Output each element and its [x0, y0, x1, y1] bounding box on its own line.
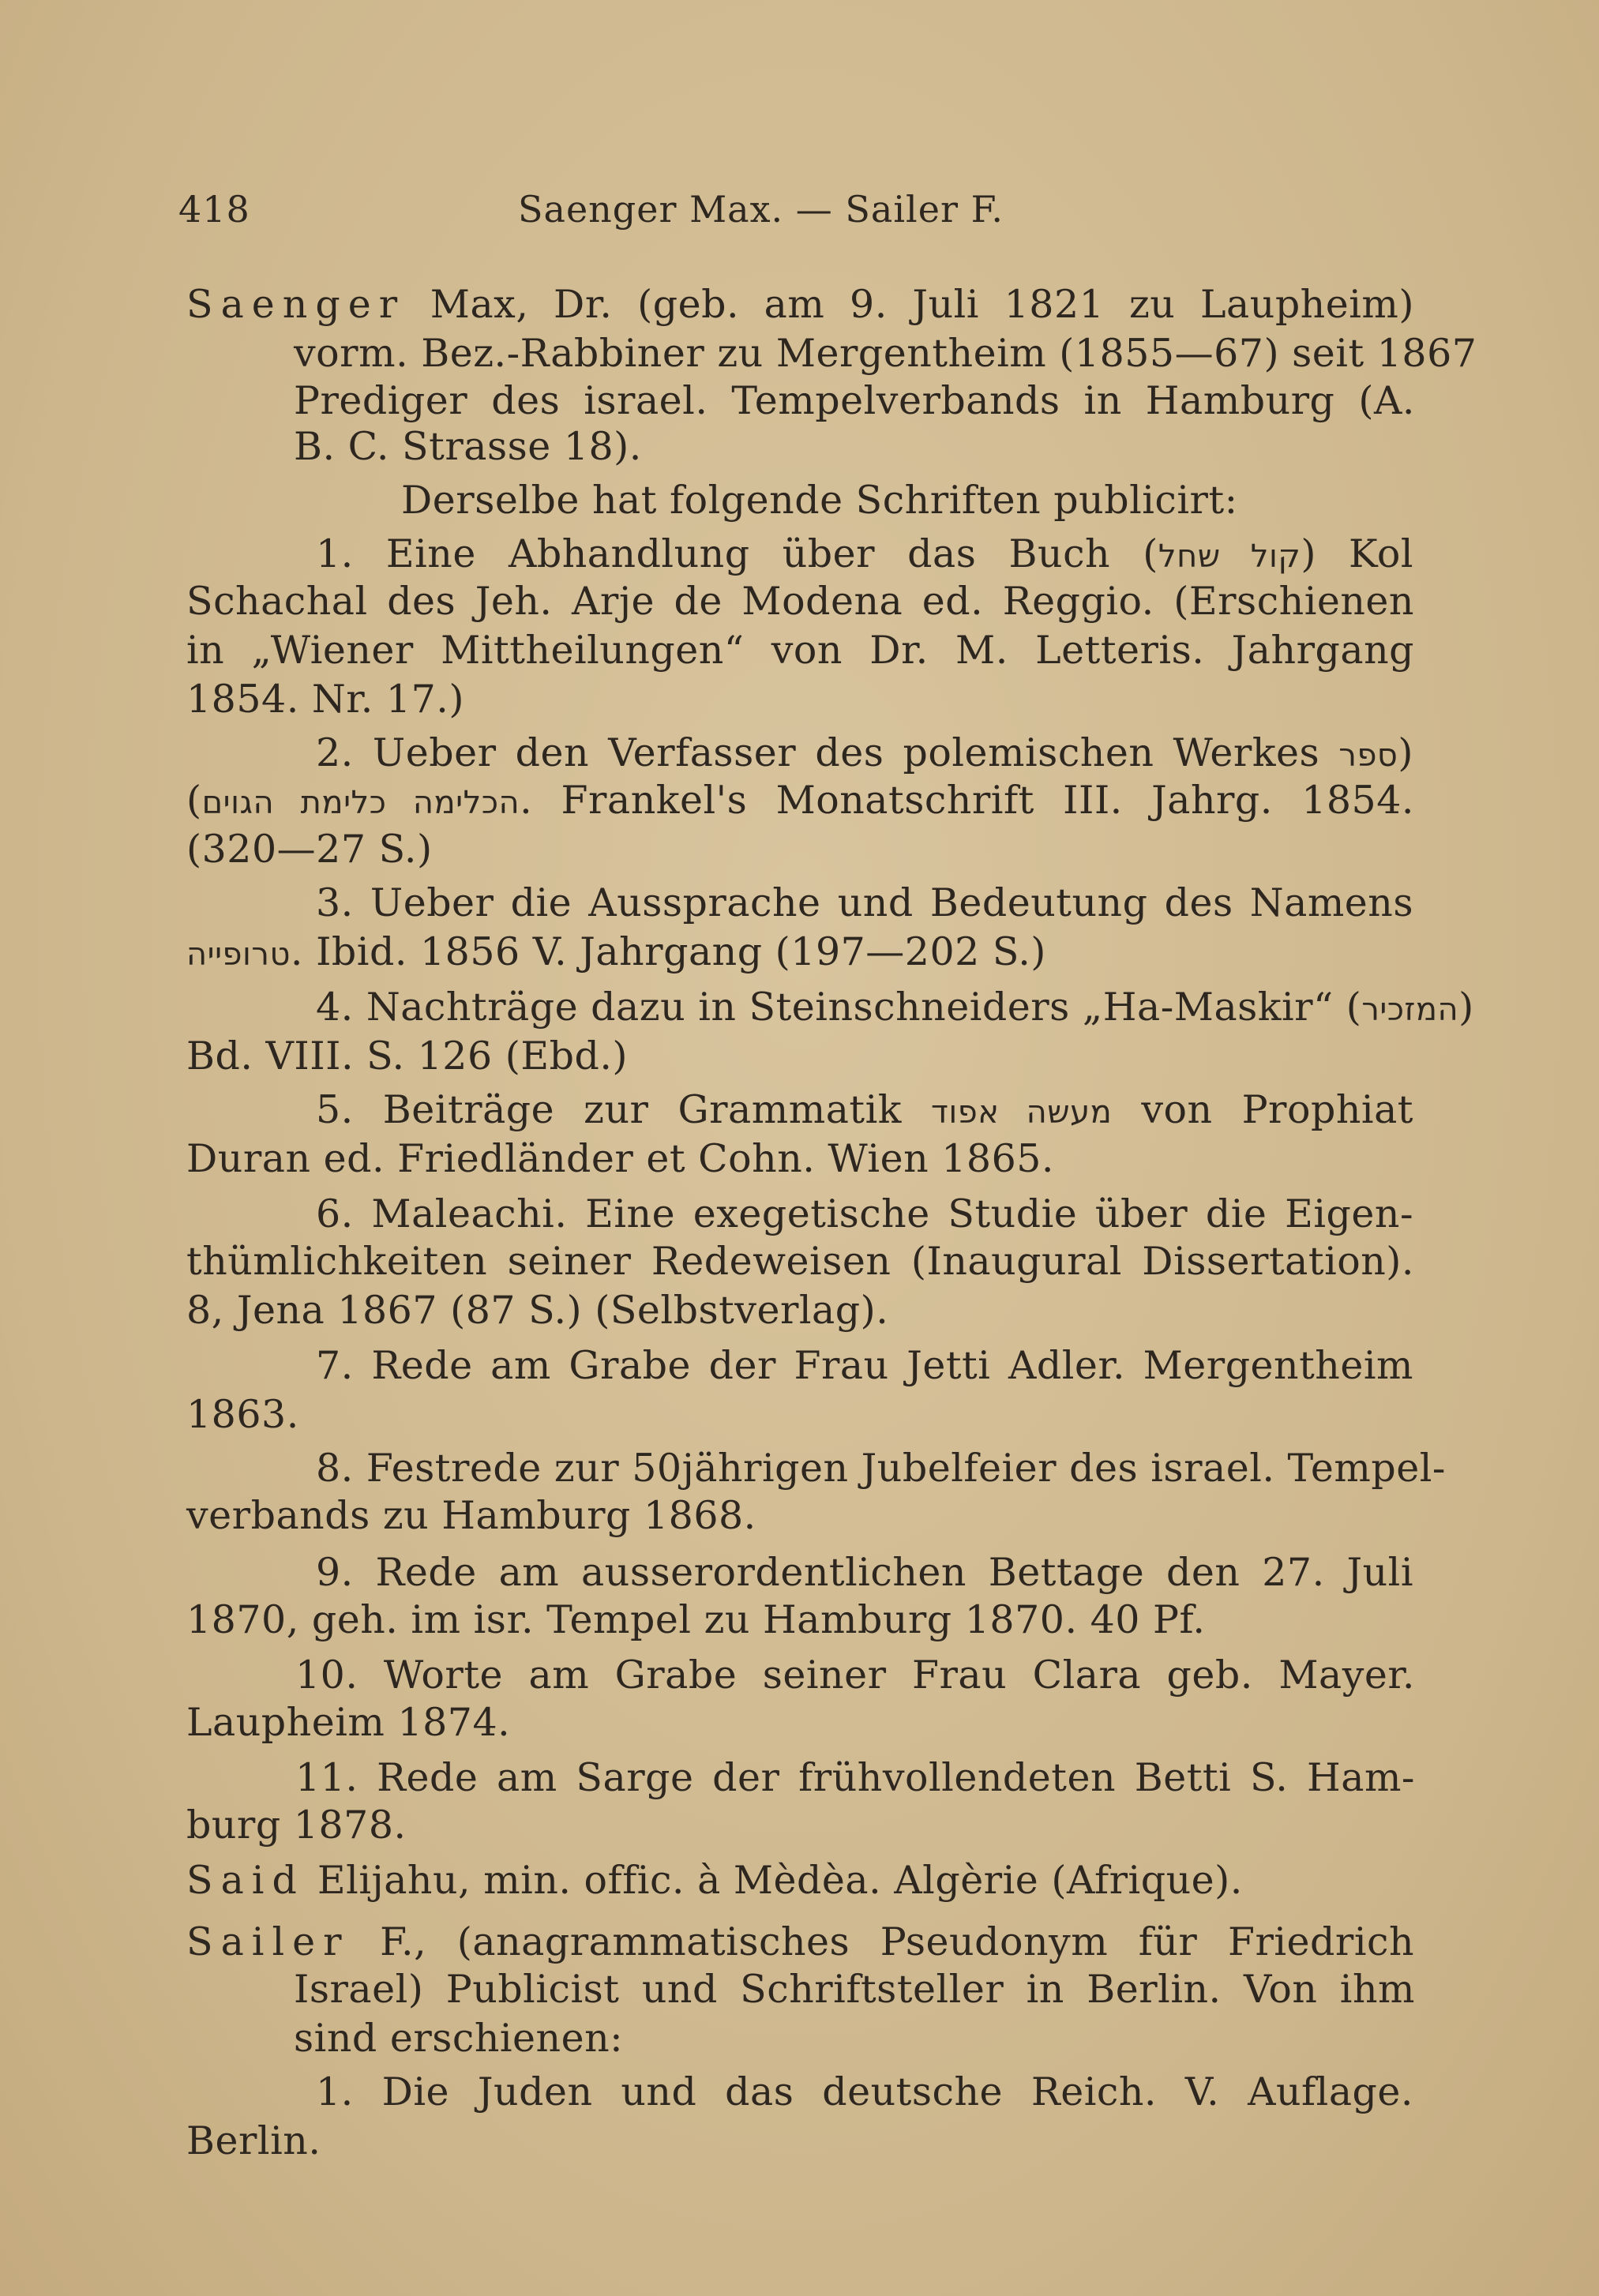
- work-item-line: Bd. VIII. S. 126 (Ebd.): [186, 1034, 629, 1079]
- work-item-line: Duran ed. Friedländer et Cohn. Wien 1865.: [186, 1136, 1055, 1181]
- work-item: 9. Rede am ausserordentlichen Bettage den 27. Juli: [316, 1550, 1413, 1595]
- entry-sailer-line: Israel) Publicist und Schriftsteller in Berlin. Von ihm: [294, 1967, 1415, 2012]
- work-item: 10. Worte am Grabe seiner Frau Clara geb. Mayer.: [295, 1653, 1415, 1698]
- work-item-line: 1854. Nr. 17.): [186, 677, 464, 722]
- entry-saenger-line: vorm. Bez.-Rabbiner zu Mergentheim (1855—67) seit 1867: [294, 331, 1477, 376]
- entry-name-said: Said: [186, 1858, 305, 1903]
- hebrew-title: קול שחל: [1158, 538, 1301, 575]
- work-item-line: burg 1878.: [186, 1803, 407, 1848]
- work-item: 11. Rede am Sarge der frühvollendeten Betti S. Ham-: [295, 1755, 1415, 1800]
- hebrew-title: המזכיר: [1361, 992, 1459, 1028]
- entry-name-saenger: Saenger: [186, 282, 406, 327]
- entry-sailer-line: Sailer F., (anagrammatisches Pseudonym für Friedrich: [186, 1919, 1414, 1964]
- work-item: 6. Maleachi. Eine exegetische Studie über die Eigen-: [316, 1191, 1413, 1236]
- entry-saenger-line: Prediger des israel. Tempelverbands in Hamburg (A.: [294, 378, 1415, 423]
- entry-said: Said Elijahu, min. offic. à Mèdèa. Algèrie (Afrique).: [186, 1858, 1243, 1903]
- work-item-line: Laupheim 1874.: [186, 1700, 511, 1745]
- page-number: 418: [178, 188, 250, 231]
- hebrew-title: מעשה אפוד: [931, 1094, 1113, 1131]
- hebrew-title: טרופייה: [186, 936, 291, 973]
- entry-saenger-line: B. C. Strasse 18).: [294, 424, 642, 469]
- work-item-line: 1863.: [186, 1392, 299, 1437]
- work-item-line: 1870, geh. im isr. Tempel zu Hamburg 1870. 40 Pf.: [186, 1597, 1206, 1642]
- work-item-line: verbands zu Hamburg 1868.: [186, 1493, 756, 1538]
- hebrew-title: הכלימה כלימת הגוים: [201, 785, 520, 821]
- work-item-line: 8, Jena 1867 (87 S.) (Selbstverlag).: [186, 1288, 889, 1333]
- work-item-line: thümlichkeiten seiner Redeweisen (Inaugural Dissertation).: [186, 1239, 1414, 1284]
- work-item-line: (320—27 S.): [186, 827, 433, 872]
- page-header: [178, 188, 1410, 238]
- entry-sailer-line: sind erschienen:: [294, 2016, 624, 2061]
- work-item: 5. Beiträge zur Grammatik מעשה אפוד von Prophiat: [316, 1087, 1413, 1132]
- entry-saenger-line: Saenger Max, Dr. (geb. am 9. Juli 1821 zu Laupheim): [186, 282, 1414, 327]
- work-item: 2. Ueber den Verfasser des polemischen Werkes ספר): [316, 730, 1413, 775]
- work-item: 1. Eine Abhandlung über das Buch (קול שחל) Kol: [316, 531, 1414, 576]
- entry-name-sailer: Sailer: [186, 1919, 350, 1964]
- hebrew-title: ספר: [1338, 737, 1398, 774]
- work-item-line: טרופייה. Ibid. 1856 V. Jahrgang (197—202 S.): [186, 929, 1046, 974]
- work-item: 1. Die Juden und das deutsche Reich. V. Auflage.: [316, 2069, 1413, 2114]
- work-item-line: in „Wiener Mittheilungen“ von Dr. M. Letteris. Jahrgang: [186, 628, 1414, 673]
- work-item: 4. Nachträge dazu in Steinschneiders „Ha-Maskir“ (המזכיר): [316, 985, 1474, 1030]
- work-item-line: Schachal des Jeh. Arje de Modena ed. Reggio. (Erschienen: [186, 579, 1414, 624]
- work-item-line: Berlin.: [186, 2118, 321, 2163]
- work-item: 3. Ueber die Aussprache und Bedeutung des Namens: [316, 880, 1413, 925]
- running-title: Saenger Max. — Sailer F.: [518, 188, 1004, 231]
- work-item-line: (הכלימה כלימת הגוים. Frankel's Monatschrift III. Jahrg. 1854.: [186, 778, 1414, 823]
- work-item: 7. Rede am Grabe der Frau Jetti Adler. Mergentheim: [316, 1343, 1413, 1388]
- works-intro: Derselbe hat folgende Schriften publicirt:: [401, 478, 1238, 523]
- work-item: 8. Festrede zur 50jährigen Jubelfeier des israel. Tempel-: [316, 1446, 1446, 1491]
